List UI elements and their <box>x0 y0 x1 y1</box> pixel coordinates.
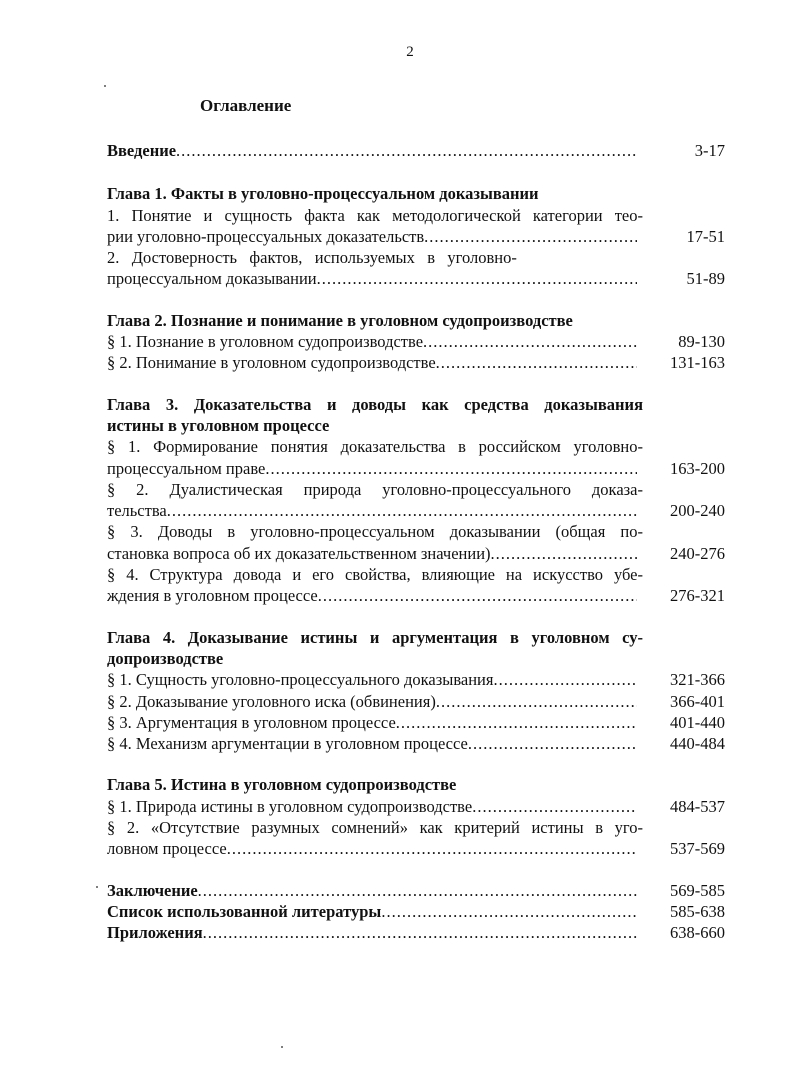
toc-entry-pages: 51-89 <box>686 269 725 289</box>
chapter-title-3: Глава 3. Доказательства и доводы как средства доказывания <box>107 394 643 414</box>
toc-entry-pages: 569-585 <box>670 880 725 900</box>
toc-entry-3-3[interactable] <box>107 521 725 564</box>
toc-entry-pages: 537-569 <box>670 839 725 859</box>
toc-entry-5-2[interactable] <box>107 817 725 860</box>
toc-entry-label: Введение <box>107 141 177 160</box>
toc-entry-pages: 163-200 <box>670 458 725 478</box>
toc-entry-pages: 638-660 <box>670 923 725 943</box>
toc-entry-4-4[interactable] <box>107 733 725 754</box>
toc-entry-bibliography[interactable] <box>107 901 725 922</box>
scan-speck <box>104 85 106 87</box>
toc-entry-line: § 1. Формирование понятия доказательства в российском уголовно- <box>107 437 643 457</box>
toc-entry-line: тельства <box>107 501 167 521</box>
toc-entry-2-2[interactable] <box>107 352 725 373</box>
toc-entry-pages: 366-401 <box>670 691 725 711</box>
chapter-title-2: Глава 2. Познание и понимание в уголовном судопроизводстве <box>107 310 573 330</box>
toc-entry-line: ловном процессе <box>107 839 227 859</box>
toc-entry-pages: 321-366 <box>670 670 725 690</box>
toc-entry-line: § 1. Сущность уголовно-процессуального доказывания <box>107 670 494 690</box>
toc-entry-line: § 2. Понимание в уголовном судопроизводстве <box>107 353 436 373</box>
toc-entry-line: 2. Достоверность фактов, используемых в уголовно- <box>107 248 517 268</box>
toc-entry-line: 1. Понятие и сущность факта как методологической категории тео- <box>107 205 643 225</box>
toc-entry-1-1[interactable] <box>107 205 725 248</box>
toc-entry-pages: 276-321 <box>670 586 725 606</box>
toc-entry-line: § 4. Механизм аргументации в уголовном процессе <box>107 734 468 754</box>
toc-entry-line: рии уголовно-процессуальных доказательств <box>107 226 425 246</box>
toc-entry-pages: 484-537 <box>670 796 725 816</box>
page-number: 2 <box>406 44 414 60</box>
toc-entry-pages: 89-130 <box>678 332 725 352</box>
toc-entry-4-1[interactable] <box>107 669 725 690</box>
toc-entry-pages: 240-276 <box>670 543 725 563</box>
toc-entry-label: Список использованной литературы <box>107 901 382 921</box>
toc-title: Оглавление <box>200 96 292 115</box>
toc-entry-line: ждения в уголовном процессе <box>107 586 318 606</box>
toc-entry-pages: 17-51 <box>686 226 725 246</box>
toc-entry-label: Заключение <box>107 880 198 900</box>
toc-entry-pages: 440-484 <box>670 734 725 754</box>
toc-entry-5-1[interactable] <box>107 796 725 817</box>
toc-entry-4-3[interactable] <box>107 712 725 733</box>
toc-entry-line: § 2. Дуалистическая природа уголовно-процессуального доказа- <box>107 479 643 499</box>
chapter-title-4-cont: допроизводстве <box>107 648 224 668</box>
toc-entry-1-2[interactable] <box>107 247 725 290</box>
toc-entry-pages: 401-440 <box>670 712 725 732</box>
toc-entry-line: § 3. Аргументация в уголовном процессе <box>107 712 396 732</box>
toc-entry-line: § 2. Доказывание уголовного иска (обвинения) <box>107 691 436 711</box>
table-of-contents <box>107 140 725 944</box>
chapter-title-4: Глава 4. Доказывание истины и аргументация в уголовном су- <box>107 627 643 647</box>
toc-entry-pages: 3-17 <box>694 141 725 160</box>
toc-entry-3-2[interactable] <box>107 479 725 522</box>
chapter-title-5: Глава 5. Истина в уголовном судопроизводстве <box>107 775 457 795</box>
toc-entry-line: § 2. «Отсутствие разумных сомнений» как критерий истины в уго- <box>107 818 643 838</box>
toc-entry-line: § 3. Доводы в уголовно-процессуальном доказывании (общая по- <box>107 522 643 542</box>
chapter-title-3-cont: истины в уголовном процессе <box>107 415 330 435</box>
toc-entry-4-2[interactable] <box>107 691 725 712</box>
toc-entry-line: § 1. Природа истины в уголовном судопроизводстве <box>107 796 473 816</box>
toc-entry-line: процессуальном праве <box>107 458 266 478</box>
toc-entry-pages: 131-163 <box>670 353 725 373</box>
toc-entry-line: § 1. Познание в уголовном судопроизводстве <box>107 332 424 352</box>
toc-entry-3-4[interactable] <box>107 564 725 607</box>
toc-entry-line: процессуальном доказывании <box>107 269 317 289</box>
toc-entry-2-1[interactable] <box>107 331 725 352</box>
chapter-title-1: Глава 1. Факты в уголовно-процессуальном доказывании <box>107 184 539 204</box>
scan-speck <box>96 886 98 888</box>
toc-entry-3-1[interactable] <box>107 436 725 479</box>
scan-speck <box>281 1046 283 1048</box>
toc-entry-line: становка вопроса об их доказательственном значении) <box>107 543 491 563</box>
toc-entry-pages: 585-638 <box>670 901 725 921</box>
toc-entry-line: § 4. Структура довода и его свойства, влияющие на искусство убе- <box>107 565 643 585</box>
toc-entry-conclusion[interactable] <box>107 880 725 901</box>
toc-entry-label: Приложения <box>107 923 203 943</box>
toc-entry-pages: 200-240 <box>670 501 725 521</box>
toc-entry-intro[interactable] <box>107 140 725 161</box>
toc-entry-appendices[interactable] <box>107 922 725 943</box>
